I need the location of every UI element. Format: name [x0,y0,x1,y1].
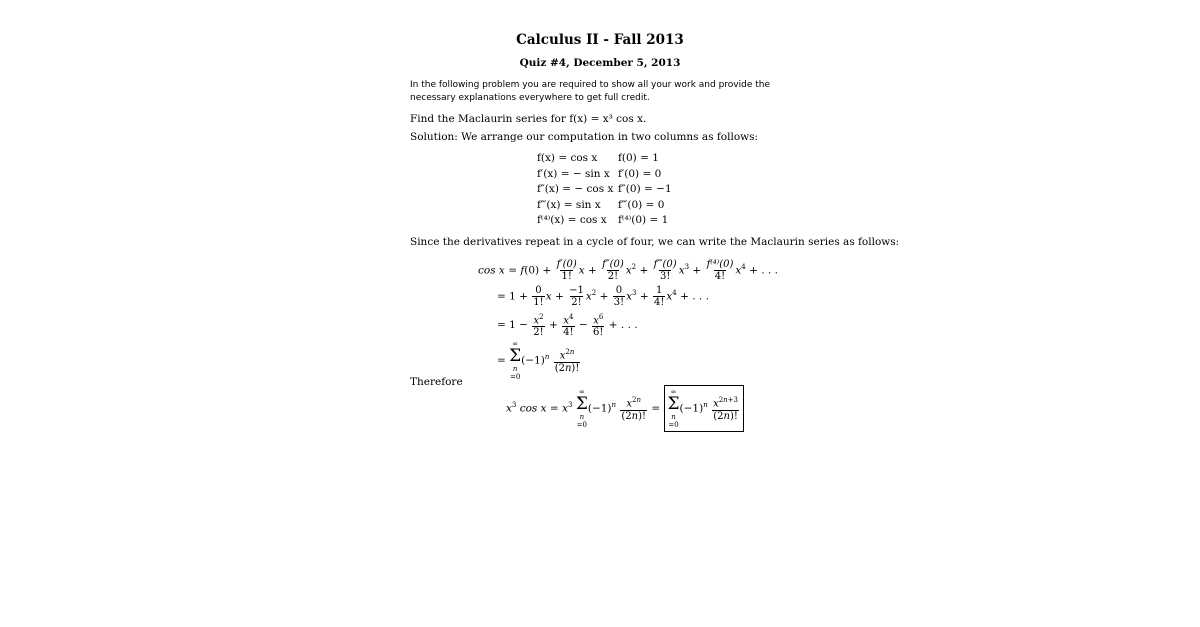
instructions-text: In the following problem you are required to show all your work and provide the necessary explanations everywhere to get full credit. [410,80,771,103]
derivative-value: f″(0) = −1 [618,183,672,195]
boxed-answer: ∞ Σ n $=0(-1)^n$ $\frac{x^{2n+3}}{(2n)!}$ [664,385,745,432]
cycle-explanation: Since the derivatives repeat in a cycle of four, we can write the Maclaurin series as follows: [410,236,900,248]
derivative-left: f″(x) = − cos x [537,183,614,195]
series-line-2: = 1 + $\frac{0}{1!}$ x + $\frac{-1}{2!}$ $x^2$ + $\frac{0}{3!}$ $x^3$ + $\frac{1}{4!}$ $x^4$ + . . . [497,285,709,308]
solution-intro: Solution: We arrange our computation in two columns as follows: [410,131,759,143]
derivative-value: f(0) = 1 [618,152,659,164]
derivative-left: f‴(x) = sin x [537,199,601,211]
therefore-label: Therefore [410,376,463,388]
derivative-left: f′(x) = − sin x [537,168,610,180]
derivative-value: f⁽⁴⁾(0) = 1 [618,214,669,226]
series-line-1: cos x = f(0) + $\frac{f'(0)}{1!}$ x + $\frac{f''(0)}{2!}$ $x^2$ + $\frac{f‴(0)}{3!}$ $x^3$ + $\frac{\text{f⁽⁴⁾(0)}}{4!}$ $x^4$ + . . . [478,259,778,282]
derivative-left: f⁽⁴⁾(x) = cos x [537,214,607,226]
page-title: Calculus II - Fall 2013 [516,32,684,48]
derivative-value: f′(0) = 0 [618,168,662,180]
quiz-subtitle: Quiz #4, December 5, 2013 [519,57,681,69]
final-result: $x^3$ $\cos x = x^3$ ∞ Σ n $=0(-1)^n$ $\frac{x^{2n}}{(2n)!}$ = ∞ Σ n $=0(-1)^n$ $\frac{x^{2n+3}}{(2n)!}$ [506,385,744,432]
problem-statement: Find the Maclaurin series for f(x) = x³ cos x. [410,113,647,125]
series-line-3: = 1 − $\frac{x^2}{2!}$ + $\frac{x^4}{4!}$ − $\frac{x^6}{6!}$ + . . . [497,313,638,339]
derivative-value: f‴(0) = 0 [618,199,665,211]
series-line-4: = ∞ Σ n $=0(-1)^n$ $\frac{x^{2n}}{(2n)!}$ [497,340,580,381]
derivative-left: f(x) = cos x [537,152,598,164]
